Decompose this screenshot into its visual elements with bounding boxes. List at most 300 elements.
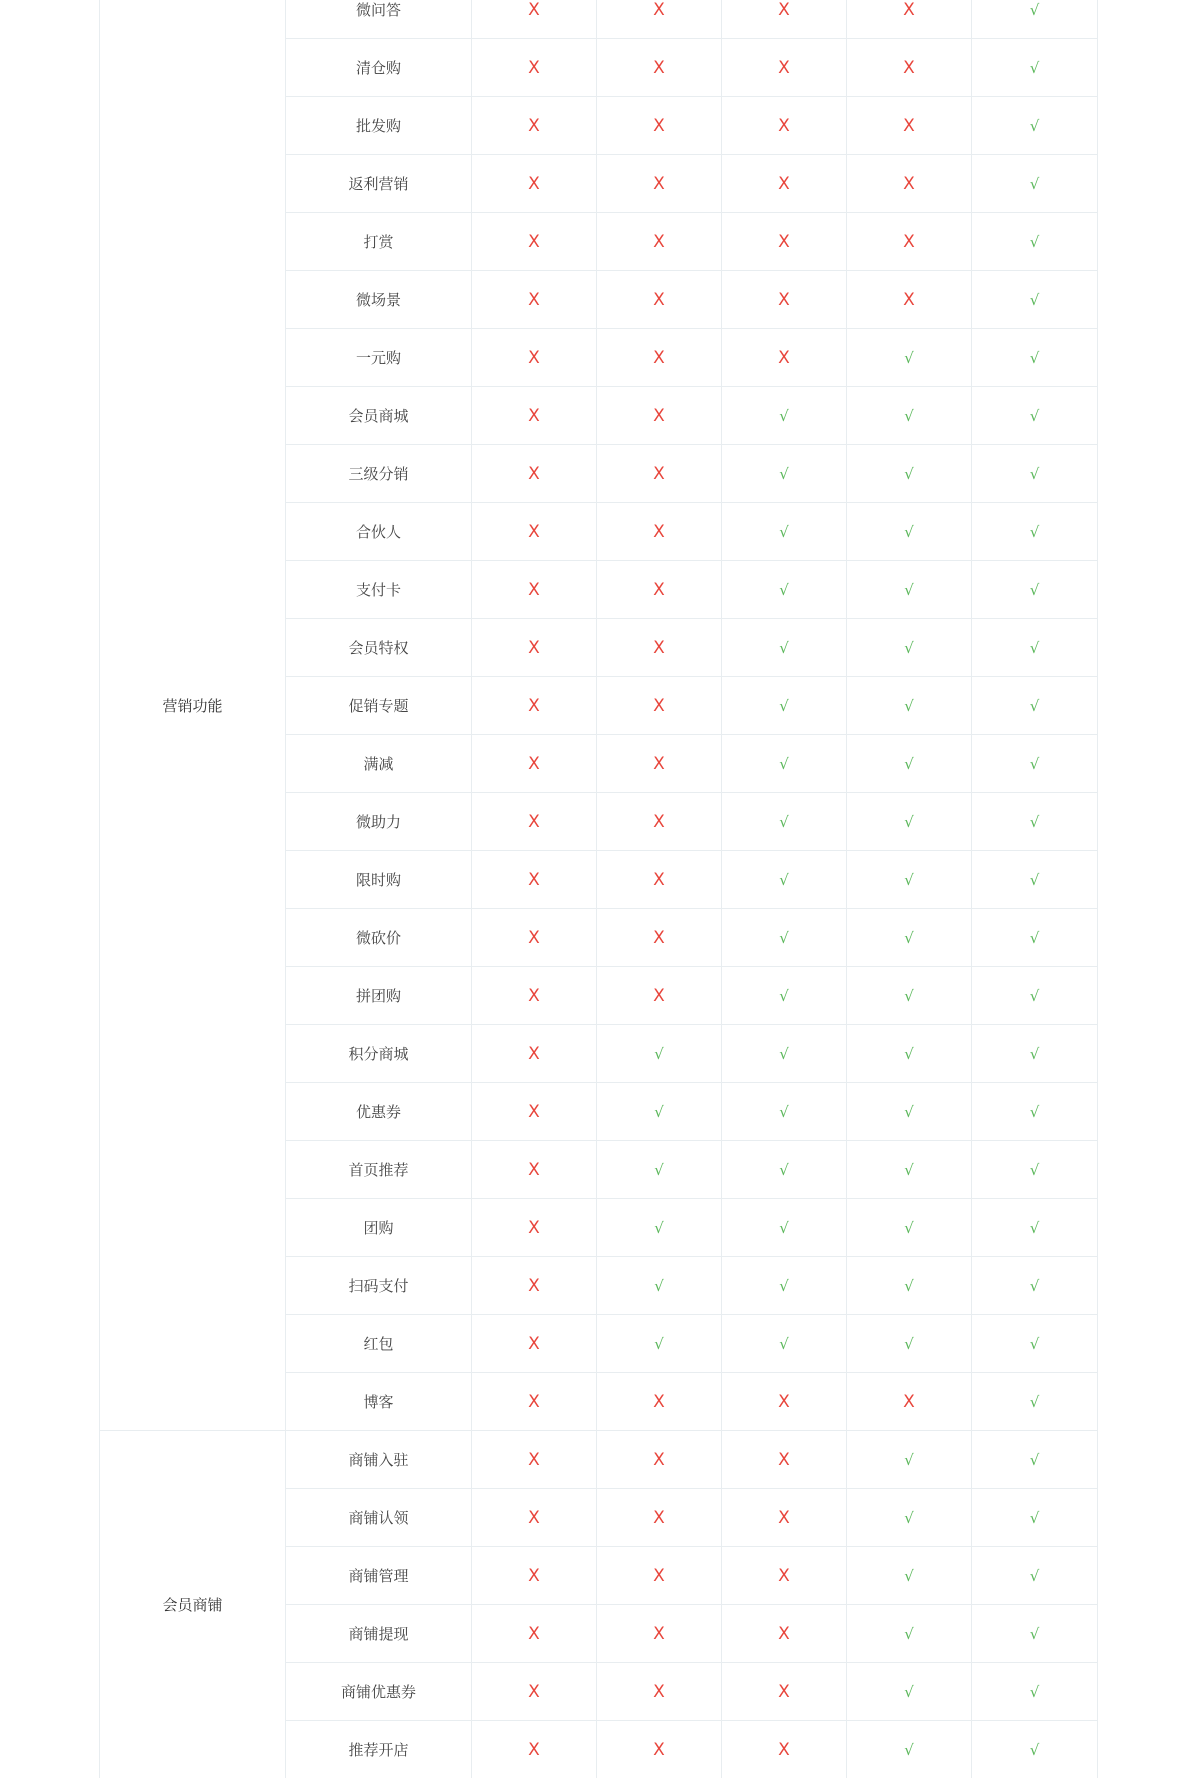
check-icon: √ [1030, 235, 1040, 250]
feature-name-cell: 优惠券 [286, 1083, 472, 1141]
cross-icon: X [778, 1452, 790, 1469]
tier-2-cell [597, 1257, 722, 1315]
cross-icon: X [528, 1220, 540, 1237]
tier-3-cell [722, 329, 847, 387]
tier-5-cell [972, 1721, 1098, 1778]
check-icon: √ [1030, 177, 1040, 192]
tier-3-cell [722, 677, 847, 735]
cross-icon: X [653, 524, 665, 541]
tier-3-cell [722, 1373, 847, 1431]
cross-icon: X [778, 1684, 790, 1701]
tier-4-cell [847, 387, 972, 445]
tier-2-cell [597, 619, 722, 677]
cross-icon: X [528, 756, 540, 773]
cross-icon: X [653, 118, 665, 135]
cross-icon: X [528, 1278, 540, 1295]
cross-icon: X [653, 176, 665, 193]
tier-3-cell [722, 1141, 847, 1199]
check-icon: √ [1030, 1279, 1040, 1294]
tier-1-cell [472, 1141, 597, 1199]
tier-2-cell [597, 1431, 722, 1489]
tier-4-cell [847, 1663, 972, 1721]
tier-2-cell [597, 1489, 722, 1547]
check-icon: √ [904, 1627, 914, 1642]
tier-5-cell [972, 1605, 1098, 1663]
tier-4-cell [847, 793, 972, 851]
check-icon: √ [904, 467, 914, 482]
cross-icon: X [903, 118, 915, 135]
tier-5-cell [972, 1257, 1098, 1315]
cross-icon: X [528, 524, 540, 541]
tier-5-cell [972, 1083, 1098, 1141]
check-icon: √ [1030, 3, 1040, 18]
check-icon: √ [904, 815, 914, 830]
cross-icon: X [903, 60, 915, 77]
check-icon: √ [654, 1105, 664, 1120]
check-icon: √ [904, 1743, 914, 1758]
feature-name-cell: 一元购 [286, 329, 472, 387]
check-icon: √ [1030, 873, 1040, 888]
tier-1-cell [472, 387, 597, 445]
check-icon: √ [904, 351, 914, 366]
cross-icon: X [778, 176, 790, 193]
tier-5-cell [972, 329, 1098, 387]
cross-icon: X [528, 408, 540, 425]
check-icon: √ [779, 1337, 789, 1352]
cross-icon: X [903, 1394, 915, 1411]
tier-3-cell [722, 1431, 847, 1489]
check-icon: √ [904, 1163, 914, 1178]
tier-4-cell [847, 1199, 972, 1257]
check-icon: √ [904, 1221, 914, 1236]
tier-1-cell [472, 271, 597, 329]
tier-3-cell [722, 1025, 847, 1083]
tier-3-cell [722, 1663, 847, 1721]
feature-name-cell: 商铺管理 [286, 1547, 472, 1605]
check-icon: √ [1030, 815, 1040, 830]
tier-4-cell [847, 97, 972, 155]
check-icon: √ [1030, 583, 1040, 598]
feature-name-cell: 微场景 [286, 271, 472, 329]
tier-4-cell [847, 155, 972, 213]
feature-name-cell: 限时购 [286, 851, 472, 909]
feature-name-cell: 支付卡 [286, 561, 472, 619]
tier-5-cell [972, 561, 1098, 619]
check-icon: √ [779, 1047, 789, 1062]
cross-icon: X [653, 2, 665, 19]
feature-name-cell: 微助力 [286, 793, 472, 851]
table-row [100, 1431, 1098, 1489]
check-icon: √ [654, 1047, 664, 1062]
tier-5-cell [972, 155, 1098, 213]
tier-5-cell [972, 445, 1098, 503]
tier-1-cell [472, 735, 597, 793]
check-icon: √ [904, 757, 914, 772]
cross-icon: X [778, 1626, 790, 1643]
cross-icon: X [528, 118, 540, 135]
check-icon: √ [1030, 1627, 1040, 1642]
cross-icon: X [528, 640, 540, 657]
tier-1-cell [472, 0, 597, 39]
tier-3-cell [722, 1083, 847, 1141]
check-icon: √ [779, 1163, 789, 1178]
cross-icon: X [653, 1452, 665, 1469]
feature-name-cell: 促销专题 [286, 677, 472, 735]
tier-1-cell [472, 213, 597, 271]
feature-name-cell: 商铺优惠券 [286, 1663, 472, 1721]
tier-5-cell [972, 1663, 1098, 1721]
tier-3-cell [722, 39, 847, 97]
check-icon: √ [779, 699, 789, 714]
check-icon: √ [904, 641, 914, 656]
check-icon: √ [904, 1279, 914, 1294]
tier-2-cell [597, 967, 722, 1025]
tier-2-cell [597, 213, 722, 271]
tier-3-cell [722, 271, 847, 329]
tier-3-cell [722, 1199, 847, 1257]
cross-icon: X [653, 1742, 665, 1759]
feature-name-cell: 打赏 [286, 213, 472, 271]
check-icon: √ [1030, 409, 1040, 424]
tier-3-cell [722, 1257, 847, 1315]
tier-1-cell [472, 1199, 597, 1257]
tier-4-cell [847, 1605, 972, 1663]
tier-5-cell [972, 735, 1098, 793]
tier-4-cell [847, 619, 972, 677]
cross-icon: X [528, 1394, 540, 1411]
tier-2-cell [597, 1141, 722, 1199]
tier-2-cell [597, 503, 722, 561]
check-icon: √ [779, 815, 789, 830]
tier-5-cell [972, 619, 1098, 677]
feature-name-cell: 博客 [286, 1373, 472, 1431]
cross-icon: X [528, 698, 540, 715]
cross-icon: X [653, 582, 665, 599]
tier-4-cell [847, 967, 972, 1025]
check-icon: √ [1030, 989, 1040, 1004]
tier-4-cell [847, 677, 972, 735]
check-icon: √ [1030, 119, 1040, 134]
tier-2-cell [597, 1373, 722, 1431]
tier-1-cell [472, 1721, 597, 1778]
tier-5-cell [972, 677, 1098, 735]
check-icon: √ [779, 873, 789, 888]
feature-name-cell: 推荐开店 [286, 1721, 472, 1778]
tier-1-cell [472, 1257, 597, 1315]
check-icon: √ [904, 1453, 914, 1468]
check-icon: √ [654, 1337, 664, 1352]
tier-3-cell [722, 1489, 847, 1547]
feature-name-cell: 返利营销 [286, 155, 472, 213]
cross-icon: X [528, 872, 540, 889]
tier-4-cell [847, 735, 972, 793]
tier-2-cell [597, 1605, 722, 1663]
cross-icon: X [653, 1510, 665, 1527]
tier-5-cell [972, 1489, 1098, 1547]
tier-5-cell [972, 1315, 1098, 1373]
check-icon: √ [779, 931, 789, 946]
tier-5-cell [972, 0, 1098, 39]
cross-icon: X [778, 60, 790, 77]
check-icon: √ [779, 757, 789, 772]
tier-2-cell [597, 793, 722, 851]
check-icon: √ [1030, 1395, 1040, 1410]
tier-5-cell [972, 909, 1098, 967]
cross-icon: X [528, 1742, 540, 1759]
check-icon: √ [779, 989, 789, 1004]
cross-icon: X [528, 2, 540, 19]
table-row [100, 0, 1098, 39]
tier-3-cell [722, 0, 847, 39]
tier-1-cell [472, 851, 597, 909]
check-icon: √ [1030, 1569, 1040, 1584]
feature-name-cell: 商铺入驻 [286, 1431, 472, 1489]
tier-3-cell [722, 909, 847, 967]
check-icon: √ [1030, 757, 1040, 772]
tier-3-cell [722, 851, 847, 909]
cross-icon: X [653, 872, 665, 889]
feature-name-cell: 会员商城 [286, 387, 472, 445]
check-icon: √ [904, 1685, 914, 1700]
feature-name-cell: 三级分销 [286, 445, 472, 503]
cross-icon: X [653, 988, 665, 1005]
tier-5-cell [972, 1141, 1098, 1199]
tier-1-cell [472, 561, 597, 619]
cross-icon: X [528, 930, 540, 947]
tier-5-cell [972, 1547, 1098, 1605]
check-icon: √ [1030, 61, 1040, 76]
check-icon: √ [779, 525, 789, 540]
tier-3-cell [722, 1315, 847, 1373]
cross-icon: X [653, 698, 665, 715]
check-icon: √ [779, 641, 789, 656]
cross-icon: X [528, 1626, 540, 1643]
cross-icon: X [778, 350, 790, 367]
tier-4-cell [847, 1257, 972, 1315]
cross-icon: X [528, 814, 540, 831]
tier-1-cell [472, 39, 597, 97]
tier-1-cell [472, 155, 597, 213]
tier-5-cell [972, 271, 1098, 329]
feature-name-cell: 商铺提现 [286, 1605, 472, 1663]
tier-3-cell [722, 561, 847, 619]
tier-5-cell [972, 793, 1098, 851]
tier-5-cell [972, 387, 1098, 445]
cross-icon: X [653, 466, 665, 483]
tier-3-cell [722, 213, 847, 271]
feature-name-cell: 首页推荐 [286, 1141, 472, 1199]
cross-icon: X [653, 814, 665, 831]
cross-icon: X [653, 1626, 665, 1643]
tier-1-cell [472, 1547, 597, 1605]
feature-name-cell: 微砍价 [286, 909, 472, 967]
check-icon: √ [779, 467, 789, 482]
tier-5-cell [972, 851, 1098, 909]
check-icon: √ [1030, 641, 1040, 656]
check-icon: √ [904, 873, 914, 888]
check-icon: √ [1030, 699, 1040, 714]
cross-icon: X [778, 1394, 790, 1411]
tier-4-cell [847, 909, 972, 967]
check-icon: √ [1030, 1685, 1040, 1700]
tier-5-cell [972, 1373, 1098, 1431]
tier-2-cell [597, 329, 722, 387]
cross-icon: X [778, 1568, 790, 1585]
feature-name-cell: 合伙人 [286, 503, 472, 561]
check-icon: √ [779, 409, 789, 424]
feature-name-cell: 微问答 [286, 0, 472, 39]
check-icon: √ [1030, 525, 1040, 540]
category-cell: 营销功能 [100, 0, 286, 1431]
cross-icon: X [778, 1742, 790, 1759]
tier-2-cell [597, 1721, 722, 1778]
feature-table-body [100, 0, 1098, 1778]
feature-name-cell: 积分商城 [286, 1025, 472, 1083]
tier-2-cell [597, 445, 722, 503]
cross-icon: X [528, 582, 540, 599]
tier-2-cell [597, 0, 722, 39]
check-icon: √ [1030, 1453, 1040, 1468]
cross-icon: X [653, 1568, 665, 1585]
tier-4-cell [847, 213, 972, 271]
tier-4-cell [847, 1721, 972, 1778]
tier-3-cell [722, 793, 847, 851]
tier-3-cell [722, 445, 847, 503]
tier-3-cell [722, 97, 847, 155]
tier-2-cell [597, 1315, 722, 1373]
tier-5-cell [972, 503, 1098, 561]
cross-icon: X [778, 292, 790, 309]
check-icon: √ [654, 1279, 664, 1294]
cross-icon: X [653, 408, 665, 425]
tier-3-cell [722, 967, 847, 1025]
check-icon: √ [904, 1511, 914, 1526]
tier-3-cell [722, 503, 847, 561]
tier-1-cell [472, 329, 597, 387]
tier-2-cell [597, 1663, 722, 1721]
cross-icon: X [778, 234, 790, 251]
cross-icon: X [653, 930, 665, 947]
check-icon: √ [1030, 931, 1040, 946]
tier-3-cell [722, 735, 847, 793]
cross-icon: X [528, 1684, 540, 1701]
cross-icon: X [528, 176, 540, 193]
cross-icon: X [528, 1336, 540, 1353]
tier-1-cell [472, 1605, 597, 1663]
check-icon: √ [779, 583, 789, 598]
cross-icon: X [528, 292, 540, 309]
cross-icon: X [778, 2, 790, 19]
tier-2-cell [597, 271, 722, 329]
tier-4-cell [847, 503, 972, 561]
check-icon: √ [904, 1105, 914, 1120]
tier-4-cell [847, 1025, 972, 1083]
tier-2-cell [597, 387, 722, 445]
feature-name-cell: 红包 [286, 1315, 472, 1373]
tier-1-cell [472, 1489, 597, 1547]
check-icon: √ [904, 409, 914, 424]
tier-2-cell [597, 561, 722, 619]
check-icon: √ [904, 699, 914, 714]
tier-3-cell [722, 155, 847, 213]
cross-icon: X [528, 60, 540, 77]
tier-4-cell [847, 851, 972, 909]
cross-icon: X [903, 292, 915, 309]
tier-5-cell [972, 1025, 1098, 1083]
tier-2-cell [597, 1547, 722, 1605]
check-icon: √ [904, 1047, 914, 1062]
tier-5-cell [972, 967, 1098, 1025]
check-icon: √ [904, 931, 914, 946]
tier-4-cell [847, 1083, 972, 1141]
tier-1-cell [472, 97, 597, 155]
cross-icon: X [653, 234, 665, 251]
tier-3-cell [722, 387, 847, 445]
cross-icon: X [778, 1510, 790, 1527]
feature-name-cell: 拼团购 [286, 967, 472, 1025]
check-icon: √ [904, 1569, 914, 1584]
tier-2-cell [597, 677, 722, 735]
cross-icon: X [528, 234, 540, 251]
cross-icon: X [653, 756, 665, 773]
tier-2-cell [597, 155, 722, 213]
check-icon: √ [1030, 1047, 1040, 1062]
feature-name-cell: 商铺认领 [286, 1489, 472, 1547]
cross-icon: X [528, 988, 540, 1005]
tier-5-cell [972, 97, 1098, 155]
check-icon: √ [779, 1105, 789, 1120]
check-icon: √ [904, 525, 914, 540]
cross-icon: X [528, 1162, 540, 1179]
tier-4-cell [847, 1489, 972, 1547]
tier-1-cell [472, 1315, 597, 1373]
tier-4-cell [847, 1141, 972, 1199]
tier-1-cell [472, 1083, 597, 1141]
cross-icon: X [653, 1394, 665, 1411]
tier-1-cell [472, 677, 597, 735]
tier-5-cell [972, 213, 1098, 271]
tier-1-cell [472, 503, 597, 561]
tier-2-cell [597, 851, 722, 909]
tier-5-cell [972, 39, 1098, 97]
cross-icon: X [653, 350, 665, 367]
tier-4-cell [847, 1373, 972, 1431]
tier-4-cell [847, 561, 972, 619]
feature-name-cell: 批发购 [286, 97, 472, 155]
check-icon: √ [779, 1221, 789, 1236]
tier-4-cell [847, 329, 972, 387]
tier-3-cell [722, 1721, 847, 1778]
feature-comparison-table [99, 0, 1098, 1778]
tier-1-cell [472, 1373, 597, 1431]
check-icon: √ [904, 583, 914, 598]
tier-1-cell [472, 793, 597, 851]
tier-3-cell [722, 1547, 847, 1605]
tier-4-cell [847, 1315, 972, 1373]
cross-icon: X [528, 1510, 540, 1527]
tier-1-cell [472, 1431, 597, 1489]
cross-icon: X [903, 2, 915, 19]
tier-4-cell [847, 1431, 972, 1489]
tier-3-cell [722, 1605, 847, 1663]
check-icon: √ [1030, 1105, 1040, 1120]
check-icon: √ [1030, 1221, 1040, 1236]
tier-4-cell [847, 445, 972, 503]
check-icon: √ [779, 1279, 789, 1294]
tier-4-cell [847, 39, 972, 97]
cross-icon: X [653, 1684, 665, 1701]
cross-icon: X [653, 60, 665, 77]
